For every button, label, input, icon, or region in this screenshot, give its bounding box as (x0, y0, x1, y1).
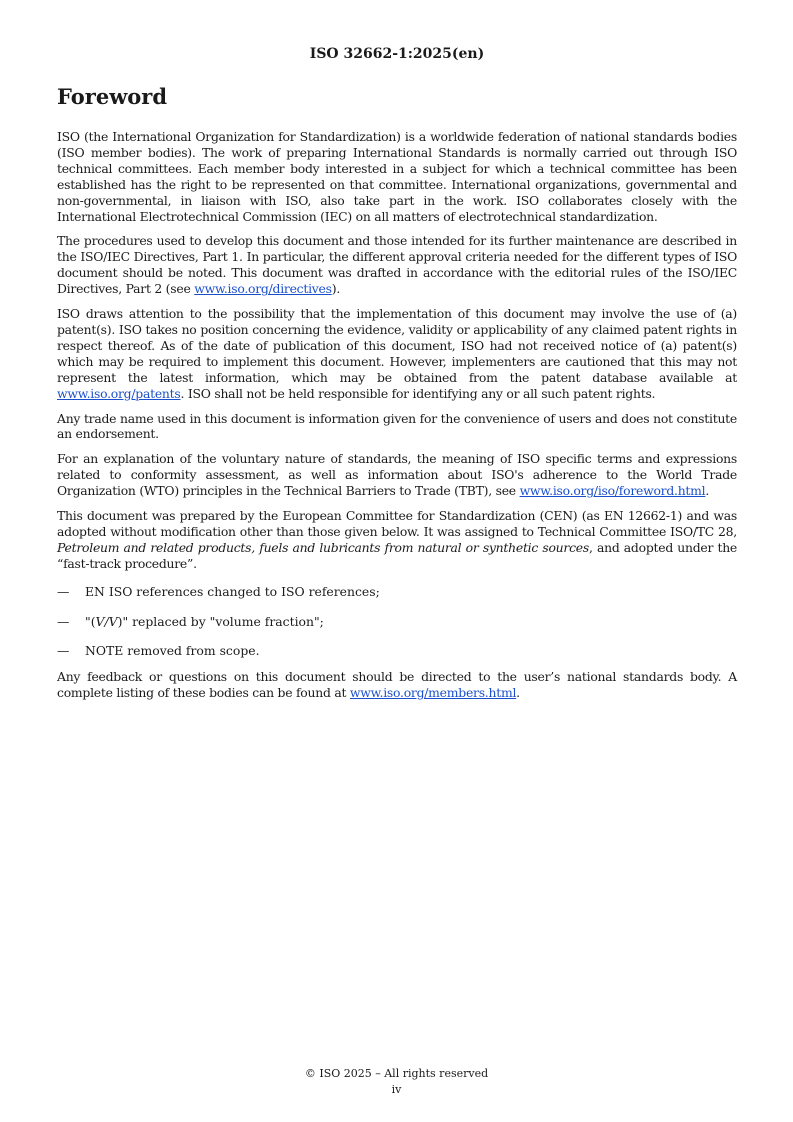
list-item (57, 643, 737, 659)
patents-link[interactable]: www.iso.org/patents (57, 385, 181, 401)
paragraph-text: Any feedback or questions on this document should be directed to the user’s national standards body. A complete listing of these bodies can be found at (57, 669, 737, 701)
list-item-text-part: "( (85, 613, 96, 629)
paragraph-text: The procedures used to develop this document and those intended for its further maintenance are described in the ISO/IEC Directives, Part 1. In particular, the different approval criteria needed for the different types of ISO document should be noted. This document was drafted in accordance with the editorial rules of the ISO/IEC Directives, Part 2 (see (57, 233, 737, 297)
paragraph-prepared-by (57, 508, 737, 572)
list-dash: — (57, 583, 70, 599)
list-item-italic: V/V (95, 613, 118, 629)
page-footer (0, 1066, 793, 1098)
list-dash: — (57, 613, 70, 629)
list-item-text-part: )" replaced by "volume fraction"; (117, 613, 324, 629)
paragraph-procedures (57, 233, 737, 297)
paragraph-text: This document was prepared by the European Committee for Standardization (CEN) (as EN 12662-1) and was adopted without modification other than those given below. It was assigned to Technical Committee ISO/TC 28, (57, 508, 737, 539)
list-item-text (85, 614, 324, 630)
committee-title: Petroleum and related products, fuels and lubricants from natural or synthetic sources (57, 539, 589, 555)
paragraph-text: . ISO shall not be held responsible for identifying any or all such patent rights. (180, 385, 656, 401)
foreword-link[interactable]: www.iso.org/iso/foreword.html (519, 483, 706, 499)
directives-link[interactable]: www.iso.org/directives (194, 281, 332, 297)
list-dash: — (57, 643, 70, 659)
list-item-text: NOTE removed from scope. (85, 643, 260, 659)
list-item (57, 584, 737, 600)
document-id-header: ISO 32662-1:2025(en) (309, 46, 485, 62)
paragraph-text: , and adopted under the “fast-track procedure”. (57, 539, 738, 571)
paragraph-iso-intro (57, 129, 737, 224)
paragraph-text: ISO draws attention to the possibility that the implementation of this document may involve the use of (a) patent(s). ISO takes no position concerning the evidence, validity or applicability of any claimed patent rights in respect thereof. As of the date of publication of this document, ISO had not received notice of (a) patent(s) which may be required to implement this document. However, implementers are cautioned that this may not represent the latest information, which may be obtained from the patent database available at (57, 306, 737, 385)
page-number: iv (391, 1083, 402, 1096)
paragraph-text: For an explanation of the voluntary nature of standards, the meaning of ISO specific terms and expressions related to conformity assessment, as well as information about ISO's adherence to the World Trade Organization (WTO) principles in the Technical Barriers to Trade (TBT), see (57, 451, 737, 499)
list-item-text: EN ISO references changed to ISO references; (85, 583, 380, 599)
copyright-notice: © ISO 2025 – All rights reserved (304, 1067, 489, 1080)
list-item (57, 614, 737, 630)
paragraph-text: . (705, 483, 710, 499)
paragraph-trade-name (57, 411, 737, 443)
section-title: Foreword (57, 84, 168, 109)
paragraph-voluntary-nature (57, 451, 737, 499)
paragraph-patents (57, 306, 737, 401)
paragraph-text: . (516, 685, 520, 701)
members-link[interactable]: www.iso.org/members.html (349, 685, 517, 701)
paragraph-text: Any trade name used in this document is information given for the convenience of users and does not constitute an endorsement. (57, 410, 737, 442)
paragraph-text: ISO (the International Organization for Standardization) is a worldwide federation of national standards bodies (ISO member bodies). The work of preparing International Standards is normally carried out through ISO technical committees. Each member body interested in a subject for which a technical committee has been established has the right to be represented on that committee. International organizations, governmental and non-governmental, in liaison with ISO, also take part in the work. ISO collaborates closely with the International Electrotechnical Commission (IEC) on all matters of electrotechnical standardization. (57, 129, 737, 224)
paragraph-feedback (57, 669, 737, 701)
foreword-body (57, 129, 737, 710)
paragraph-text: ). (331, 281, 341, 297)
